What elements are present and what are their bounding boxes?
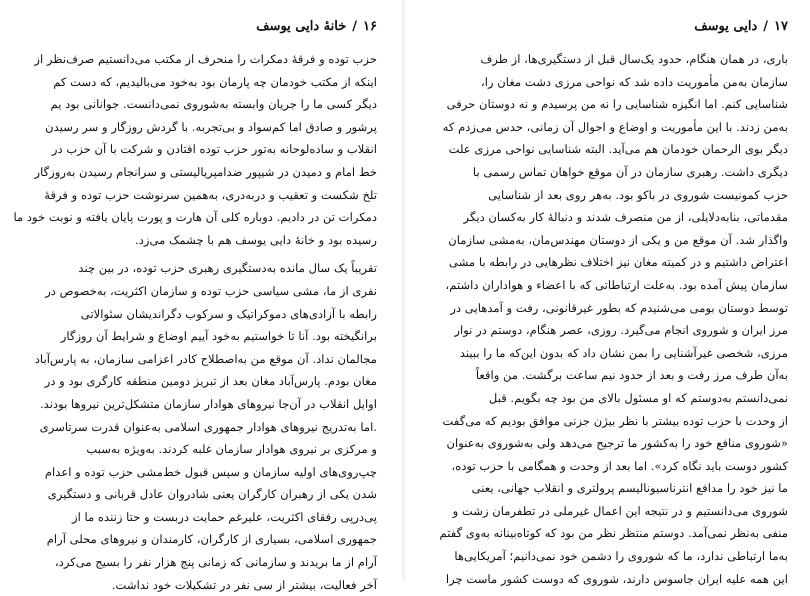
left-page-text-line: شدن یکی از رهبران کارگران یعنی شادروان عادل قربانی و دستگیری [47, 487, 377, 502]
left-running-title: خانهٔ دایی یوسف [256, 19, 347, 34]
right-header-separator: / [763, 19, 769, 34]
right-page-text-line: اعتراض داشتیم و در کمیته مغان نیز اختلاف نظرهایی در رابطه با مشی [448, 255, 788, 270]
right-page-text-line: ما نیز خود را مدافع انترناسیونالیسم پرولتری و انقلاب جهانی، یعنی [471, 481, 788, 496]
right-page-text-line: شوروی می‌دانستیم و در نتیجه این اعمال غیرملی در تطفرمان زشت و [452, 503, 788, 518]
right-page-text-line: سازمان پیش آمده بود. به‌علت ارتباطاتی که با اعضاء و هواداران داشتم، [445, 277, 788, 292]
right-running-title: دایی یوسف [694, 19, 758, 34]
right-page-text-line: مقدماتی، بنابه‌دلایلی، از من منصرف شدند و دنبالهٔ کار به‌کسان دیگر [463, 210, 788, 225]
left-page-text-line: نفری از ما، مشی سیاسی حزب توده و سازمان اکثریت، به‌خصوص در [45, 283, 377, 298]
right-page-text-line: به‌من زدند. با این مأموریت و اوضاع و احوال آن زمانی، حدس می‌زدم که [442, 119, 788, 134]
right-page-body [431, 48, 788, 590]
left-page-text-line: رابطه با آزادی‌های دموکراتیک و سرکوب دگراندیشان سئوالاتی [80, 306, 377, 321]
left-page-text-line: جمهوری اسلامی، بسیاری از کارگران، کارمندان و نیروهای محلی آرام [46, 532, 377, 547]
left-page-paragraph [20, 257, 377, 596]
left-page-text-line: دمکرات تن در دادیم. دوباره کلی آن هارت و پورت پایان یافته و نوبت خود ما [13, 210, 377, 225]
right-page-header [431, 16, 788, 38]
left-page-text-line: چپ‌روی‌های اولیه سازمان و سپس قبول خط‌مشی حزب توده و اعدام [44, 464, 377, 479]
left-page-text-line: .اما به‌تدریج نیروهای هوادار جمهوری اسلامی به‌عنوان قدرت سرتاسری [39, 419, 377, 434]
left-page-text-line: آخر فعالیت، بیشتر از سی نفر در تشکیلات خود نداشت. [111, 577, 377, 592]
right-page-text-line: این همه علیه ایران جاسوس دارند، شوروی که دوست کشور ماست چرا [445, 571, 788, 586]
right-page-paragraph [431, 48, 788, 590]
left-page-text-line: پی‌درپی رفقای اکثریت، علیرغم حمایت دربست و حتا زننده ما از [72, 509, 377, 524]
right-page-text-line: نمی‌دانستم به‌دوستم که او مسئول بالای من بود چه بگویم. قبل [488, 390, 788, 405]
left-page-text-line: انقلاب و ساده‌لوحانه به‌تور حزب توده افتادن و شرکت با آن حزب در [51, 142, 377, 157]
left-header-separator: / [352, 19, 358, 34]
left-page-text-line: خط امام و دمیدن در شیپور ضدامپریالیستی و سرانجام رسیدن به‌روزگار [34, 164, 377, 179]
right-page-text-line: از وحدت با حزب توده بیشتر با نظر بیژن جزنی موافق بودیم که می‌گفت [442, 413, 788, 428]
left-page-text-line: اینکه از مکتب خودمان چه پارمان بود به‌خود می‌بالیدیم، که دست کم [53, 74, 377, 89]
left-page-number: ۱۶ [363, 19, 377, 34]
left-page-paragraph [13, 48, 377, 251]
left-page [0, 0, 405, 592]
right-page-number: ۱۷ [774, 19, 788, 34]
right-page-text-line: «شوروی منافع خود را به‌کشور ما ترجیح می‌دهد ولی به‌شوروی به‌عنوان [446, 436, 788, 451]
right-page-text-line: مرز ایران و شوروی انجام می‌گیرد. روزی، عصر هنگام، دوستم در نوار [454, 323, 788, 338]
right-page-text-line: سازمان به‌من مأموریت داده شد که نواحی مرزی دشت مغان را، [481, 74, 788, 89]
right-page-text-line: به‌ما ارتباطی ندارد، ما که شوروی را دشمن خود نمی‌دانیم؛ آمریکایی‌ها [454, 549, 788, 564]
left-page-text-line: اوایل انقلاب در آن‌جا نیروهای هوادار سازمان متشکل‌ترین نیروها بودند. [39, 396, 377, 411]
left-page-text-line: تقریباً یک سال مانده به‌دستگیری رهبری حزب توده، در بین چند [78, 261, 377, 276]
left-page-text-line: و مرکزی بر نیروی هوادار سازمان غلبه کردند. به‌ویژه به‌سبب [86, 442, 377, 457]
left-page-text-line: مغان بودم. پارس‌آباد مغان بعد از تبریز دومین منطقه کارگری بود و در [44, 374, 377, 389]
right-page-text-line: واگذار شد. آن موقع من و یکی از دوستان مهندس‌مان، به‌مشی سازمان [448, 232, 788, 247]
right-page-text-line: منفی به‌نظر نمی‌آمد. دوستم منتظر نظر من بود که کوتاه‌بینانه به‌وی گفتم [439, 526, 788, 541]
left-page-text-line: دیگر کسی ما را جریان وابسته به‌شوروی نمی‌دانست. جوانانی بود یم [50, 97, 377, 112]
right-page-text-line: دیگر بوی الرحمان خودمان هم می‌آید. البته شناسایی نواحی مرزی علت [448, 142, 788, 157]
left-page-text-line: آرام از ما بریدند و سازمانی که زمانی پنج هزار نفر را بسیج می‌کرد، [54, 555, 377, 570]
right-page-text-line: کشور دوست باید نگاه کرد». اما بعد از وحدت و همگامی با حزب توده، [451, 458, 788, 473]
left-page-text-line: پرشور و صادق اما کم‌سواد و بی‌تجربه. با گردش روزگار و سر رسیدن [45, 119, 377, 134]
left-page-text-line: برانگیخته بود. آنا تا خواستیم به‌خود آییم اوضاع و شرایط آن روزگار [60, 329, 377, 344]
left-page-text-line: مجالمان نداد. آن موقع من به‌اصطلاح کادر اعزامی سازمان، به پارس‌آباد [34, 351, 377, 366]
left-page-body [13, 48, 377, 596]
left-page-text-line: تلخ شکست و تعقیب و دربه‌دری، به‌همین سرنوشت حزب توده و فرقهٔ [44, 187, 377, 202]
right-page-text-line: باری، در همان هنگام، حدود یک‌سال قبل از دستگیری‌ها، از طرف [480, 52, 788, 66]
left-page-header [20, 16, 377, 38]
right-page-text-line: مرزی، شخصی غیرآشنایی را بمن نشان داد که بدون این‌که ما را ببیند [459, 345, 788, 360]
right-page-text-line: حزب کمونیست شوروی در باکو بود. به‌هر روی بعد از شناسایی [488, 187, 788, 202]
right-page-text-line: دیگری داشت. رهبری سازمان در آن موقع خواهان تماس رسمی با [472, 164, 788, 179]
right-page-text-line: توسط دوستان بومی می‌شنیدم که بطور غیرقانونی، رفت و آمدهایی در [450, 300, 788, 315]
left-page-text-line: رسیده بود و خانهٔ دایی یوسف هم با چشمک می‌زد. [135, 232, 377, 247]
right-page [405, 0, 810, 586]
right-page-text-line: شناسایی کنم. اما انگیزه شناسایی را نه من پرسیدم و نه دوستان حرفی [446, 97, 788, 112]
right-page-text-line: به‌آن طرف مرز رفت و بعد از حدود نیم ساعت برگشت. من واقعاً [475, 368, 788, 383]
left-page-text-line: حزب توده و فرقهٔ دمکرات را منحرف از مکتب می‌دانستیم صرف‌نظر از [34, 52, 377, 66]
